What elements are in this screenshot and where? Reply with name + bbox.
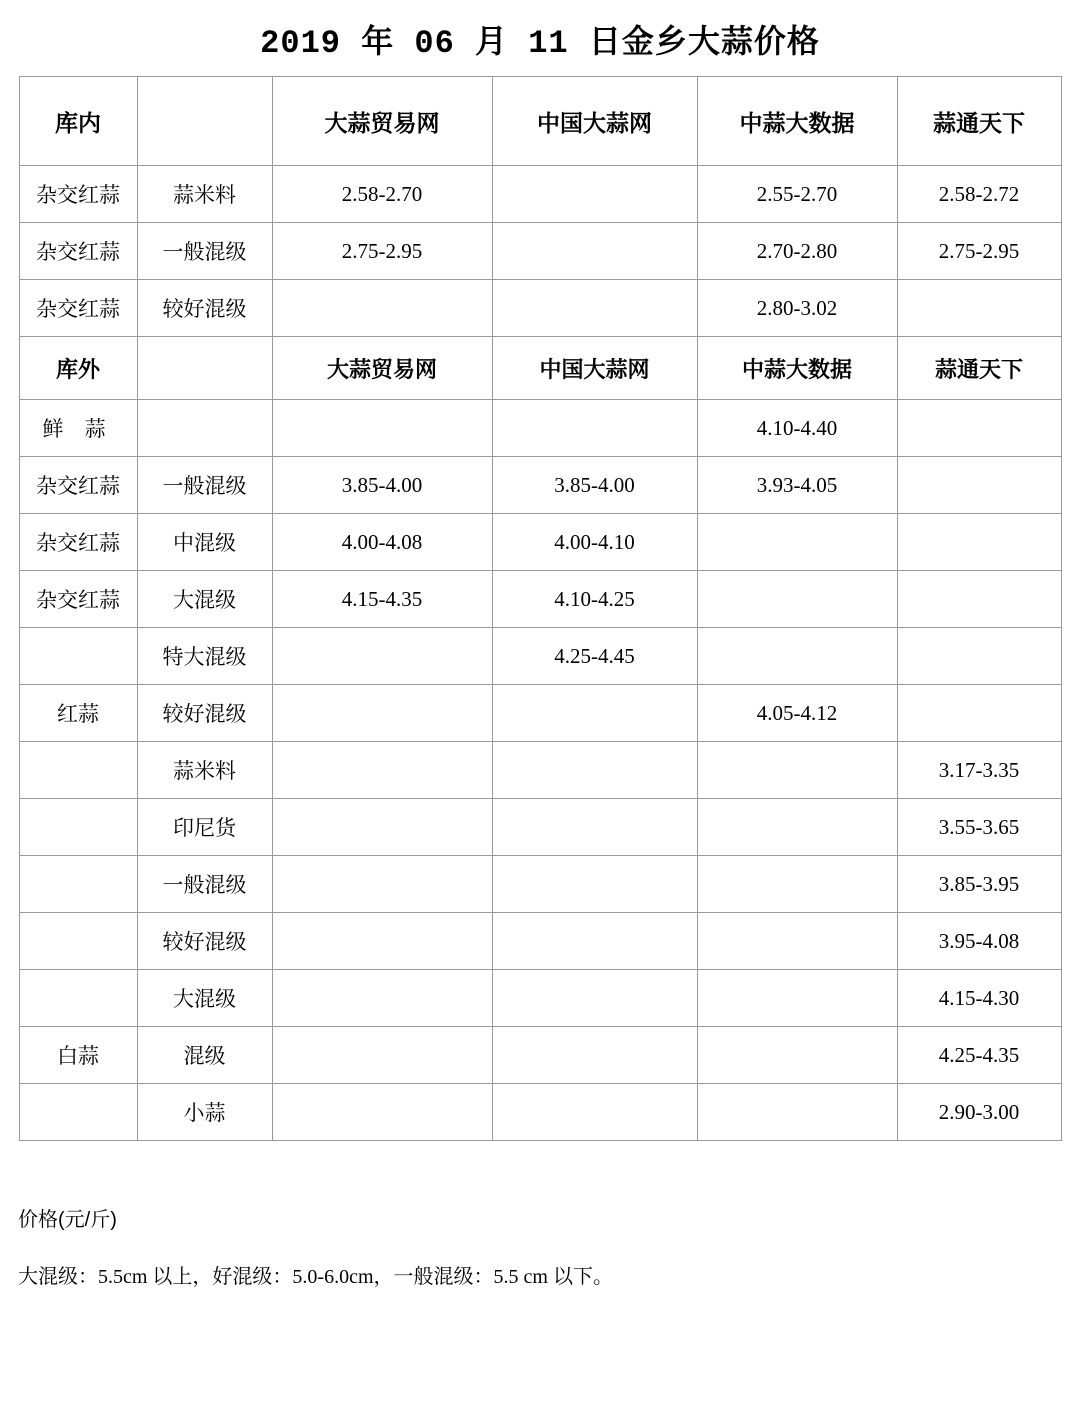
cell-price-source-2 (492, 1084, 697, 1141)
header-cell-source-4: 蒜通天下 (897, 77, 1061, 166)
table-row (19, 913, 1061, 970)
cell-price-source-3: 4.10-4.40 (697, 400, 897, 457)
header-cell-category: 库外 (19, 337, 137, 400)
cell-category: 鲜 蒜 (19, 400, 137, 457)
cell-price-source-1 (272, 1027, 492, 1084)
cell-category: 白蒜 (19, 1027, 137, 1084)
cell-price-source-2 (492, 166, 697, 223)
document-page (0, 10, 1080, 1289)
cell-price-source-2 (492, 913, 697, 970)
cell-price-source-2 (492, 685, 697, 742)
cell-price-source-3: 2.80-3.02 (697, 280, 897, 337)
cell-price-source-1: 4.00-4.08 (272, 514, 492, 571)
header-cell-category: 库内 (19, 77, 137, 166)
cell-price-source-3 (697, 628, 897, 685)
cell-category: 杂交红蒜 (19, 280, 137, 337)
note-grade-definition: 大混级：5.5cm 以上，好混级：5.0-6.0cm，一般混级：5.5 cm 以下。 (18, 1266, 613, 1288)
cell-grade: 中混级 (137, 514, 272, 571)
table-row (19, 742, 1061, 799)
cell-price-source-3: 2.55-2.70 (697, 166, 897, 223)
cell-grade: 较好混级 (137, 913, 272, 970)
table-header-row-indoor (19, 77, 1061, 166)
cell-grade: 较好混级 (137, 280, 272, 337)
cell-price-source-3 (697, 970, 897, 1027)
cell-price-source-1: 2.58-2.70 (272, 166, 492, 223)
header-cell-source-1: 大蒜贸易网 (272, 337, 492, 400)
cell-grade: 特大混级 (137, 628, 272, 685)
cell-price-source-3 (697, 1027, 897, 1084)
cell-price-source-2 (492, 742, 697, 799)
cell-price-source-1 (272, 913, 492, 970)
cell-grade (137, 400, 272, 457)
cell-category (19, 913, 137, 970)
cell-category: 红蒜 (19, 685, 137, 742)
cell-price-source-3: 3.93-4.05 (697, 457, 897, 514)
cell-category: 杂交红蒜 (19, 166, 137, 223)
cell-price-source-4: 2.75-2.95 (897, 223, 1061, 280)
cell-price-source-2: 3.85-4.00 (492, 457, 697, 514)
cell-price-source-2: 4.00-4.10 (492, 514, 697, 571)
cell-price-source-4 (897, 400, 1061, 457)
cell-price-source-2: 4.25-4.45 (492, 628, 697, 685)
cell-price-source-3 (697, 856, 897, 913)
cell-price-source-2 (492, 223, 697, 280)
cell-price-source-4 (897, 685, 1061, 742)
table-row (19, 1027, 1061, 1084)
cell-price-source-4: 3.55-3.65 (897, 799, 1061, 856)
cell-price-source-2 (492, 856, 697, 913)
cell-price-source-4: 3.17-3.35 (897, 742, 1061, 799)
cell-price-source-1: 4.15-4.35 (272, 571, 492, 628)
cell-grade: 一般混级 (137, 856, 272, 913)
cell-category (19, 628, 137, 685)
cell-grade: 大混级 (137, 970, 272, 1027)
cell-price-source-2 (492, 400, 697, 457)
table-row (19, 571, 1061, 628)
garlic-price-table (19, 76, 1062, 1141)
cell-price-source-1 (272, 1084, 492, 1141)
cell-price-source-4: 4.15-4.30 (897, 970, 1061, 1027)
cell-category (19, 799, 137, 856)
cell-grade: 蒜米料 (137, 166, 272, 223)
table-row (19, 400, 1061, 457)
cell-category: 杂交红蒜 (19, 571, 137, 628)
cell-category: 杂交红蒜 (19, 223, 137, 280)
cell-price-source-4: 3.85-3.95 (897, 856, 1061, 913)
cell-category: 杂交红蒜 (19, 457, 137, 514)
notes-section (18, 1203, 1080, 1289)
table-row (19, 970, 1061, 1027)
cell-price-source-1 (272, 280, 492, 337)
table-row (19, 799, 1061, 856)
cell-category (19, 856, 137, 913)
table-row (19, 457, 1061, 514)
cell-price-source-1: 3.85-4.00 (272, 457, 492, 514)
cell-price-source-4 (897, 280, 1061, 337)
cell-price-source-2: 4.10-4.25 (492, 571, 697, 628)
cell-price-source-4 (897, 457, 1061, 514)
cell-price-source-2 (492, 280, 697, 337)
cell-price-source-1 (272, 799, 492, 856)
cell-grade: 混级 (137, 1027, 272, 1084)
header-cell-source-2: 中国大蒜网 (492, 77, 697, 166)
cell-category (19, 742, 137, 799)
cell-price-source-4: 2.90-3.00 (897, 1084, 1061, 1141)
table-row (19, 514, 1061, 571)
cell-price-source-4 (897, 571, 1061, 628)
cell-grade: 一般混级 (137, 457, 272, 514)
cell-grade: 大混级 (137, 571, 272, 628)
table-row (19, 280, 1061, 337)
table-header-row-outdoor (19, 337, 1061, 400)
cell-price-source-2 (492, 970, 697, 1027)
cell-price-source-4 (897, 628, 1061, 685)
cell-price-source-4 (897, 514, 1061, 571)
cell-price-source-3 (697, 514, 897, 571)
table-row (19, 856, 1061, 913)
cell-category: 杂交红蒜 (19, 514, 137, 571)
table-row (19, 223, 1061, 280)
cell-price-source-3: 2.70-2.80 (697, 223, 897, 280)
table-row (19, 628, 1061, 685)
cell-price-source-3 (697, 799, 897, 856)
cell-price-source-2 (492, 799, 697, 856)
cell-price-source-4: 4.25-4.35 (897, 1027, 1061, 1084)
cell-price-source-1 (272, 856, 492, 913)
table-row (19, 1084, 1061, 1141)
header-cell-source-2: 中国大蒜网 (492, 337, 697, 400)
cell-price-source-3: 4.05-4.12 (697, 685, 897, 742)
cell-price-source-4: 2.58-2.72 (897, 166, 1061, 223)
cell-price-source-3 (697, 1084, 897, 1141)
cell-grade: 小蒜 (137, 1084, 272, 1141)
cell-grade: 蒜米料 (137, 742, 272, 799)
table-row (19, 166, 1061, 223)
cell-category (19, 970, 137, 1027)
header-cell-source-3: 中蒜大数据 (697, 77, 897, 166)
header-cell-source-3: 中蒜大数据 (697, 337, 897, 400)
cell-price-source-1 (272, 742, 492, 799)
note-price-unit: 价格(元/斤) (18, 1209, 117, 1231)
cell-price-source-2 (492, 1027, 697, 1084)
cell-price-source-1 (272, 628, 492, 685)
header-cell-source-1: 大蒜贸易网 (272, 77, 492, 166)
cell-grade: 一般混级 (137, 223, 272, 280)
header-cell-source-4: 蒜通天下 (897, 337, 1061, 400)
page-title: 2019 年 06 月 11 日金乡大蒜价格 (260, 25, 820, 62)
cell-price-source-1: 2.75-2.95 (272, 223, 492, 280)
cell-price-source-3 (697, 913, 897, 970)
cell-grade: 较好混级 (137, 685, 272, 742)
header-cell-grade (137, 77, 272, 166)
cell-price-source-4: 3.95-4.08 (897, 913, 1061, 970)
cell-price-source-1 (272, 685, 492, 742)
table-row (19, 685, 1061, 742)
header-cell-grade (137, 337, 272, 400)
cell-category (19, 1084, 137, 1141)
cell-price-source-3 (697, 571, 897, 628)
cell-price-source-1 (272, 400, 492, 457)
cell-grade: 印尼货 (137, 799, 272, 856)
cell-price-source-1 (272, 970, 492, 1027)
cell-price-source-3 (697, 742, 897, 799)
